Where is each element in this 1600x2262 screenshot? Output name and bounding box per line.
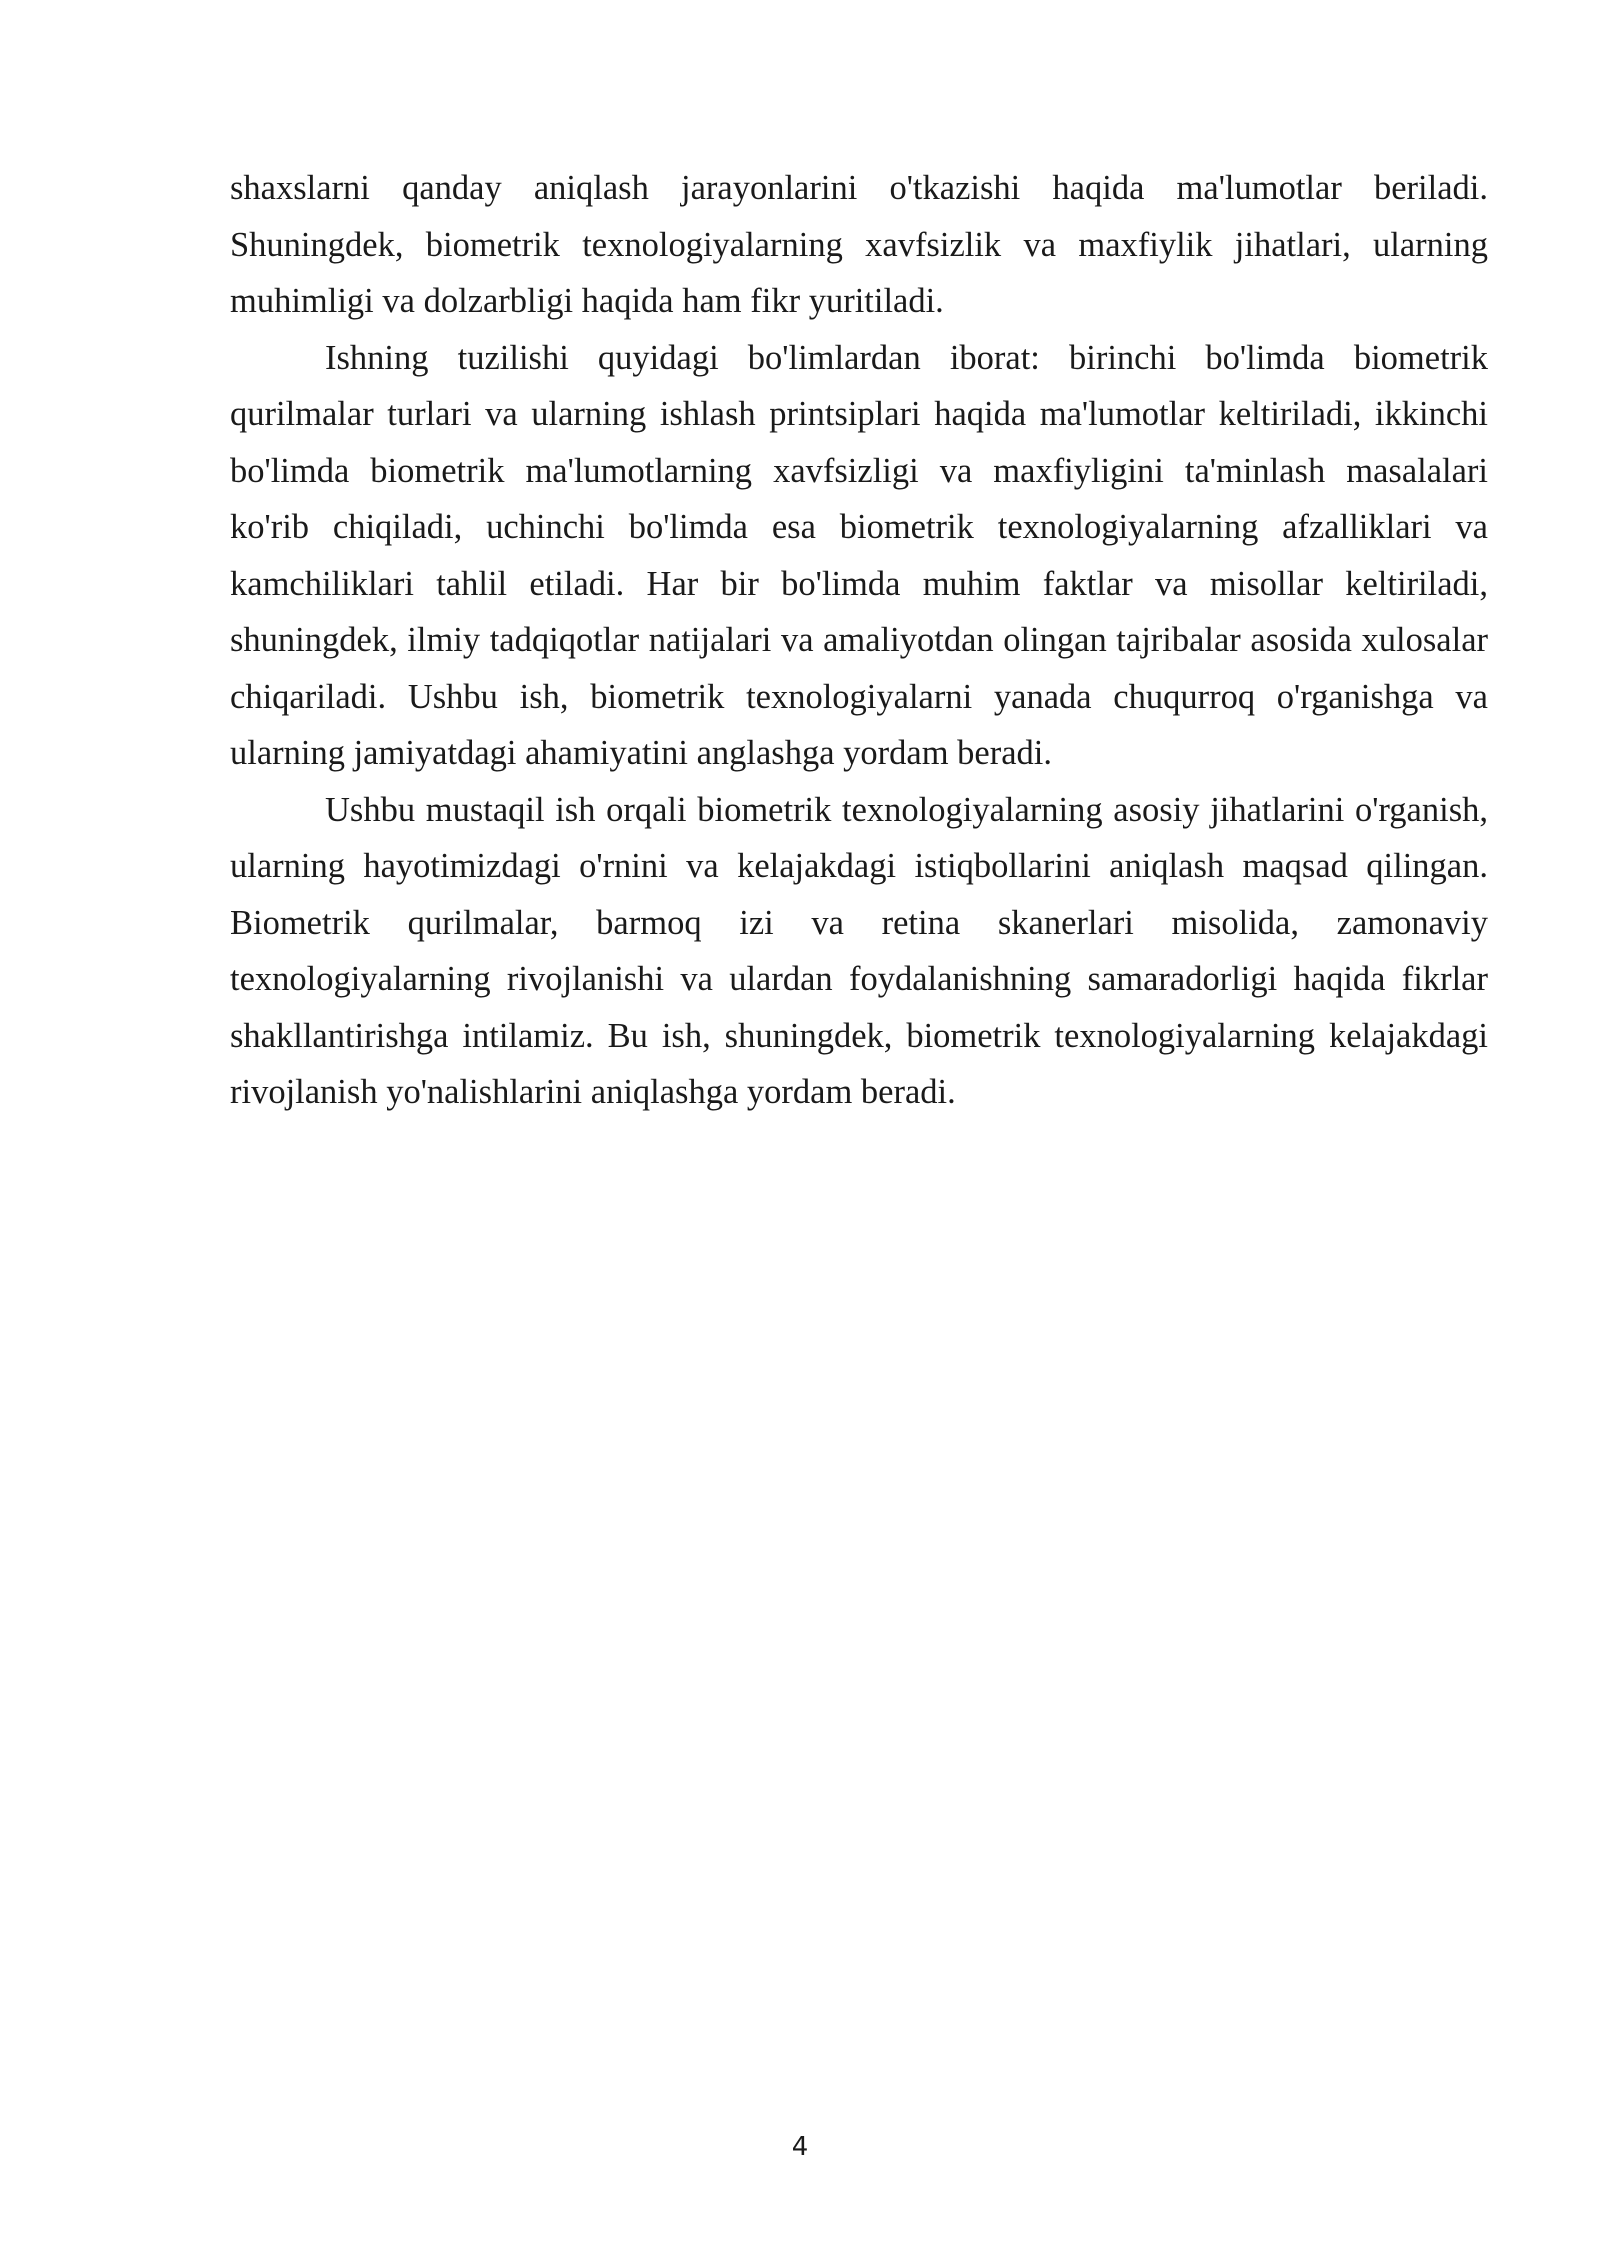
- paragraph-structure: Ishning tuzilishi quyidagi bo'limlardan iborat: birinchi bo'limda biometrik qurilmalar turlari va ularning ishlash printsiplari haqida ma'lumotlar keltiriladi, ikkinchi bo'limda biometrik ma'lumotlarning xavfsizligi va maxfiyligini ta'minlash masalalari ko'rib chiqiladi, uchinchi bo'limda esa biometrik texnologiyalarning afzalliklari va kamchiliklari tahlil etiladi. Har bir bo'limda muhim faktlar va misollar keltiriladi, shuningdek, ilmiy tadqiqotlar natijalari va amaliyotdan olingan tajribalar asosida xulosalar chiqariladi. Ushbu ish, biometrik texnologiyalarni yanada chuqurroq o'rganishga va ularning jamiyatdagi ahamiyatini anglashga yordam beradi.: [230, 338, 1488, 772]
- page-number: 4: [791, 2132, 809, 2162]
- paragraph-continuation: shaxslarni qanday aniqlash jarayonlarini o'tkazishi haqida ma'lumotlar beriladi. Shuningdek, biometrik texnologiyalarning xavfsizlik va maxfiylik jihatlari, ularning muhimligi va dolzarbligi haqida ham fikr yuritiladi.: [230, 169, 1488, 320]
- paragraph-purpose: Ushbu mustaqil ish orqali biometrik texnologiyalarning asosiy jihatlarini o'rganish, ularning hayotimizdagi o'rnini va kelajakdagi istiqbollarini aniqlash maqsad qilingan. Biometrik qurilmalar, barmoq izi va retina skanerlari misolida, zamonaviy texnologiyalarning rivojlanishi va ulardan foydalanishning samaradorligi haqida fikrlar shakllantirishga intilamiz. Bu ish, shuningdek, biometrik texnologiyalarning kelajakdagi rivojlanish yo'nalishlarini aniqlashga yordam beradi.: [230, 790, 1488, 1111]
- body-text: [230, 160, 1488, 1121]
